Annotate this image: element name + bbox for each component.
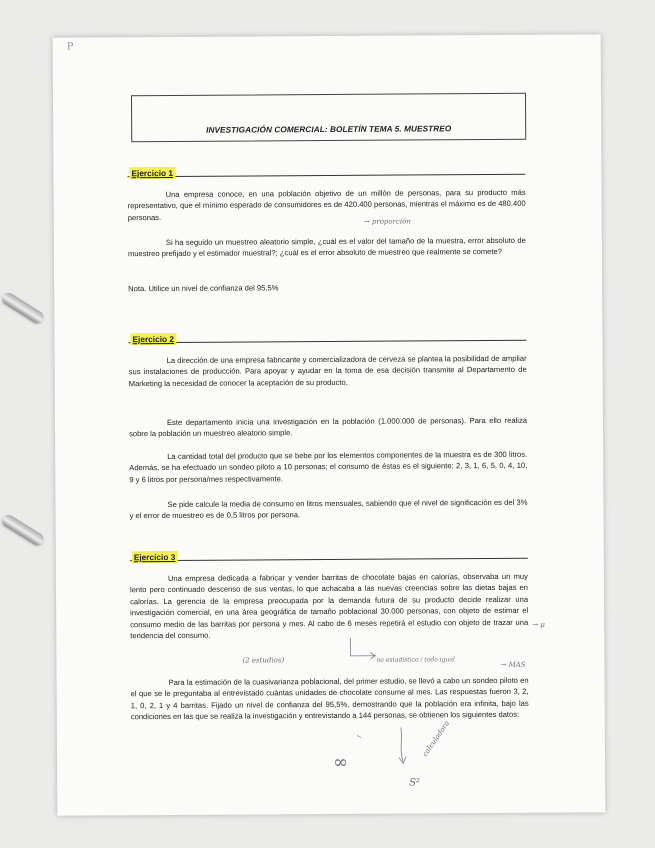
handwritten-infinity: ∞: [332, 751, 349, 773]
ejercicio-2-paragraph-4: Se pide calcule la media de consumo en litros mensuales, sabiendo que el nivel de significación es del 3% y el error de muestreo es de 0,5 litros por persona.: [129, 497, 528, 521]
binder-ring-bottom: [0, 513, 45, 548]
document-page: [53, 34, 606, 815]
ejercicio-2-paragraph-1: La dirección de una empresa fabricante y comercializadora de cerveza se plantea la posibilidad de ampliar sus instalaciones de producción. Para apoyar y ayudar en la toma de esa decisión transmite al Departamento de Marketing la necesidad de conocer la aceptación de su producto.: [128, 353, 527, 389]
handwritten-note-mas: → MAS: [500, 660, 526, 669]
corner-mark: P: [66, 41, 74, 53]
ejercicio-3-heading: [130, 545, 528, 561]
ejercicio-3-paragraph-1: Una empresa dedicada a fabricar y vender barritas de chocolate bajas en calorías, observaba un muy lento pero continuado descenso de sus ventas, lo que achacaba a las nuevas creencias sobre las dietas bajas en calorías. La gerencia de la empresa preocupada por la demanda futura de su producto decide realizar una investigación comercial, en una área geográfica de tamaño poblacional 30.000 personas, con objeto de estimar el consumo medio de las barritas por persona y mes. Al cabo de 6 meses repetirá el estudio con objeto de trazar una tendencia del consumo.: [129, 571, 529, 641]
ejercicio-3-label: Ejercicio 3: [132, 551, 178, 563]
ejercicio-3-paragraph-2: Para la estimación de la cuasivarianza poblacional, del primer estudio, se llevó a cabo un sondeo piloto en el que se le preguntaba al entrevistado cuántas unidades de chocolate consume al mes. Las respuestas fueron 3, 2, 1, 0, 2, 1 y 4 barritas. Fijado un nivel de confianza del 95,5%, demostrando que la población era infinita, bajo las condiciones en las que se realiza la investigación y entrevistando a 144 personas, se obtienen los siguientes datos:: [130, 675, 529, 722]
ejercicio-1-paragraph-1: Una empresa conoce, en una población objetivo de un millón de personas, para su producto más representativo, que el mínimo esperado de consumidores es de 420.400 personas, mientras el máximo es de 480.400 personas.: [127, 187, 526, 223]
handwritten-arrows-doodle: [357, 725, 447, 789]
ejercicio-1-heading: [127, 161, 525, 177]
handwritten-note-mu: → μ: [532, 620, 545, 629]
ejercicio-2-paragraph-3: La cantidad total del producto que se bebe por los elementos componentes de la muestra es de 300 litros. Además, se ha efectuado un sondeo piloto a 10 personas; el consumo de éstas es el siguiente: 2, 3, 1, 6, 5, 0, 4, 10, 9 y 6 litros por persona/mes respectivamente.: [129, 449, 528, 485]
handwritten-note-proporcion: → proporción: [363, 217, 411, 226]
title-box: [131, 93, 526, 142]
handwritten-s2: S²: [409, 777, 421, 789]
handwritten-note-margin: no estadístico / todo igual: [376, 656, 455, 664]
handwritten-note-estudios: (2 estudios): [242, 656, 285, 665]
ejercicio-2-heading: [128, 327, 526, 343]
ejercicio-2-paragraph-2: Este departamento inicia una investigación en la población (1.000.000 de personas). Para ello realiza sobre la población un muestreo aleatorio simple.: [129, 415, 528, 439]
handwritten-calculadora: calculadora: [421, 719, 452, 758]
ejercicio-1-note: Nota. Utilice un nivel de confianza del 95,5%: [128, 283, 279, 294]
ejercicio-2-label: Ejercicio 2: [130, 333, 176, 345]
document-title: INVESTIGACIÓN COMERCIAL: BOLETÍN TEMA 5. MUESTREO: [206, 124, 452, 135]
handwritten-bracket-doodle: [346, 636, 386, 666]
binder-ring-top: [0, 291, 45, 326]
ejercicio-1-paragraph-2: Si ha seguido un muestreo aleatorio simple, ¿cuál es el valor del tamaño de la muestra, error absoluto de muestreo prefijado y el estimador muestral?; ¿cuál es el error absoluto de muestreo que realmente se comete?: [127, 235, 526, 259]
ejercicio-1-label: Ejercicio 1: [129, 167, 175, 179]
